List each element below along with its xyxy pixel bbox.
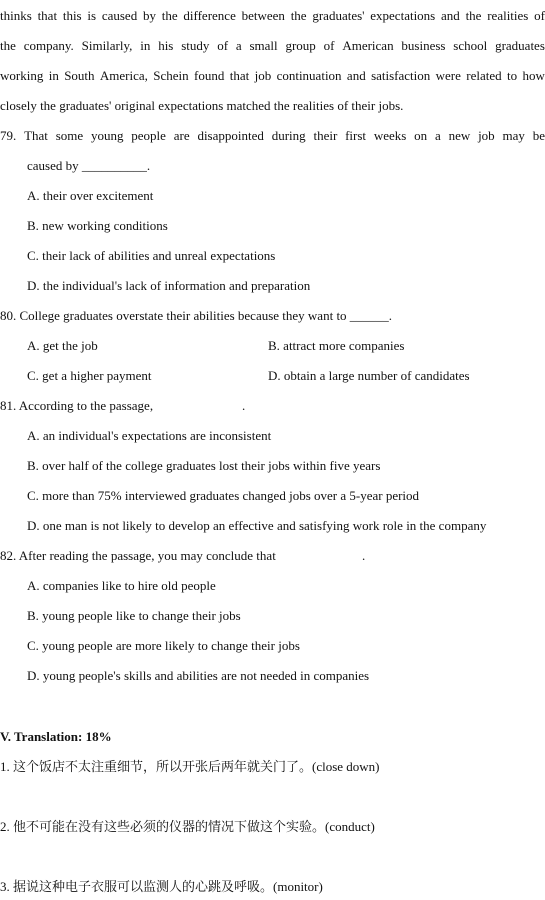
question-82-option-a[interactable]: A. companies like to hire old people	[27, 578, 216, 593]
section-heading-translation: V. Translation: 18%	[0, 729, 112, 744]
question-80-option-a[interactable]: A. get the job	[27, 338, 98, 353]
question-79-stem-cont: caused by __________.	[27, 158, 151, 173]
question-79-option-d[interactable]: D. the individual's lack of information and preparation	[27, 278, 311, 293]
passage-line-3: working in South America, Schein found that job continuation and satisfaction were related to how	[0, 68, 545, 83]
passage-line-2: the company. Similarly, in his study of a small group of American business school graduates	[0, 38, 545, 53]
question-80-option-d[interactable]: D. obtain a large number of candidates	[268, 368, 470, 383]
question-82-option-b[interactable]: B. young people like to change their jobs	[27, 608, 241, 623]
question-82-option-d[interactable]: D. young people's skills and abilities are not needed in companies	[27, 668, 370, 683]
question-79-option-c[interactable]: C. their lack of abilities and unreal expectations	[27, 248, 276, 263]
question-79-option-a[interactable]: A. their over excitement	[27, 188, 154, 203]
passage-line-4: closely the graduates' original expectations matched the realities of their jobs.	[0, 98, 404, 113]
question-80-option-b[interactable]: B. attract more companies	[268, 338, 405, 353]
question-81-option-c[interactable]: C. more than 75% interviewed graduates changed jobs over a 5-year period	[27, 488, 420, 503]
question-81-option-b[interactable]: B. over half of the college graduates lost their jobs within five years	[27, 458, 381, 473]
question-82-blank-end: .	[362, 548, 366, 563]
question-80-option-c[interactable]: C. get a higher payment	[27, 368, 152, 383]
translation-item-2: 2. 他不可能在没有这些必须的仪器的情况下做这个实验。(conduct)	[0, 819, 375, 834]
question-81-stem: 81. According to the passage,	[0, 398, 154, 413]
question-81-option-a[interactable]: A. an individual's expectations are inconsistent	[27, 428, 272, 443]
passage-line-1: thinks that this is caused by the difference between the graduates' expectations and the realities of	[0, 8, 545, 23]
translation-item-3: 3. 据说这种电子衣服可以监测人的心跳及呼吸。(monitor)	[0, 879, 323, 894]
question-82-stem: 82. After reading the passage, you may conclude that	[0, 548, 276, 563]
question-79-option-b[interactable]: B. new working conditions	[27, 218, 168, 233]
question-81-blank-end: .	[242, 398, 246, 413]
question-81-option-d[interactable]: D. one man is not likely to develop an effective and satisfying work role in the company	[27, 518, 487, 533]
question-80-stem: 80. College graduates overstate their abilities because they want to ______.	[0, 308, 393, 323]
question-82-option-c[interactable]: C. young people are more likely to change their jobs	[27, 638, 300, 653]
question-79-stem: 79. That some young people are disappointed during their first weeks on a new job may be	[0, 128, 545, 143]
translation-item-1: 1. 这个饭店不太注重细节，所以开张后两年就关门了。(close down)	[0, 759, 380, 774]
